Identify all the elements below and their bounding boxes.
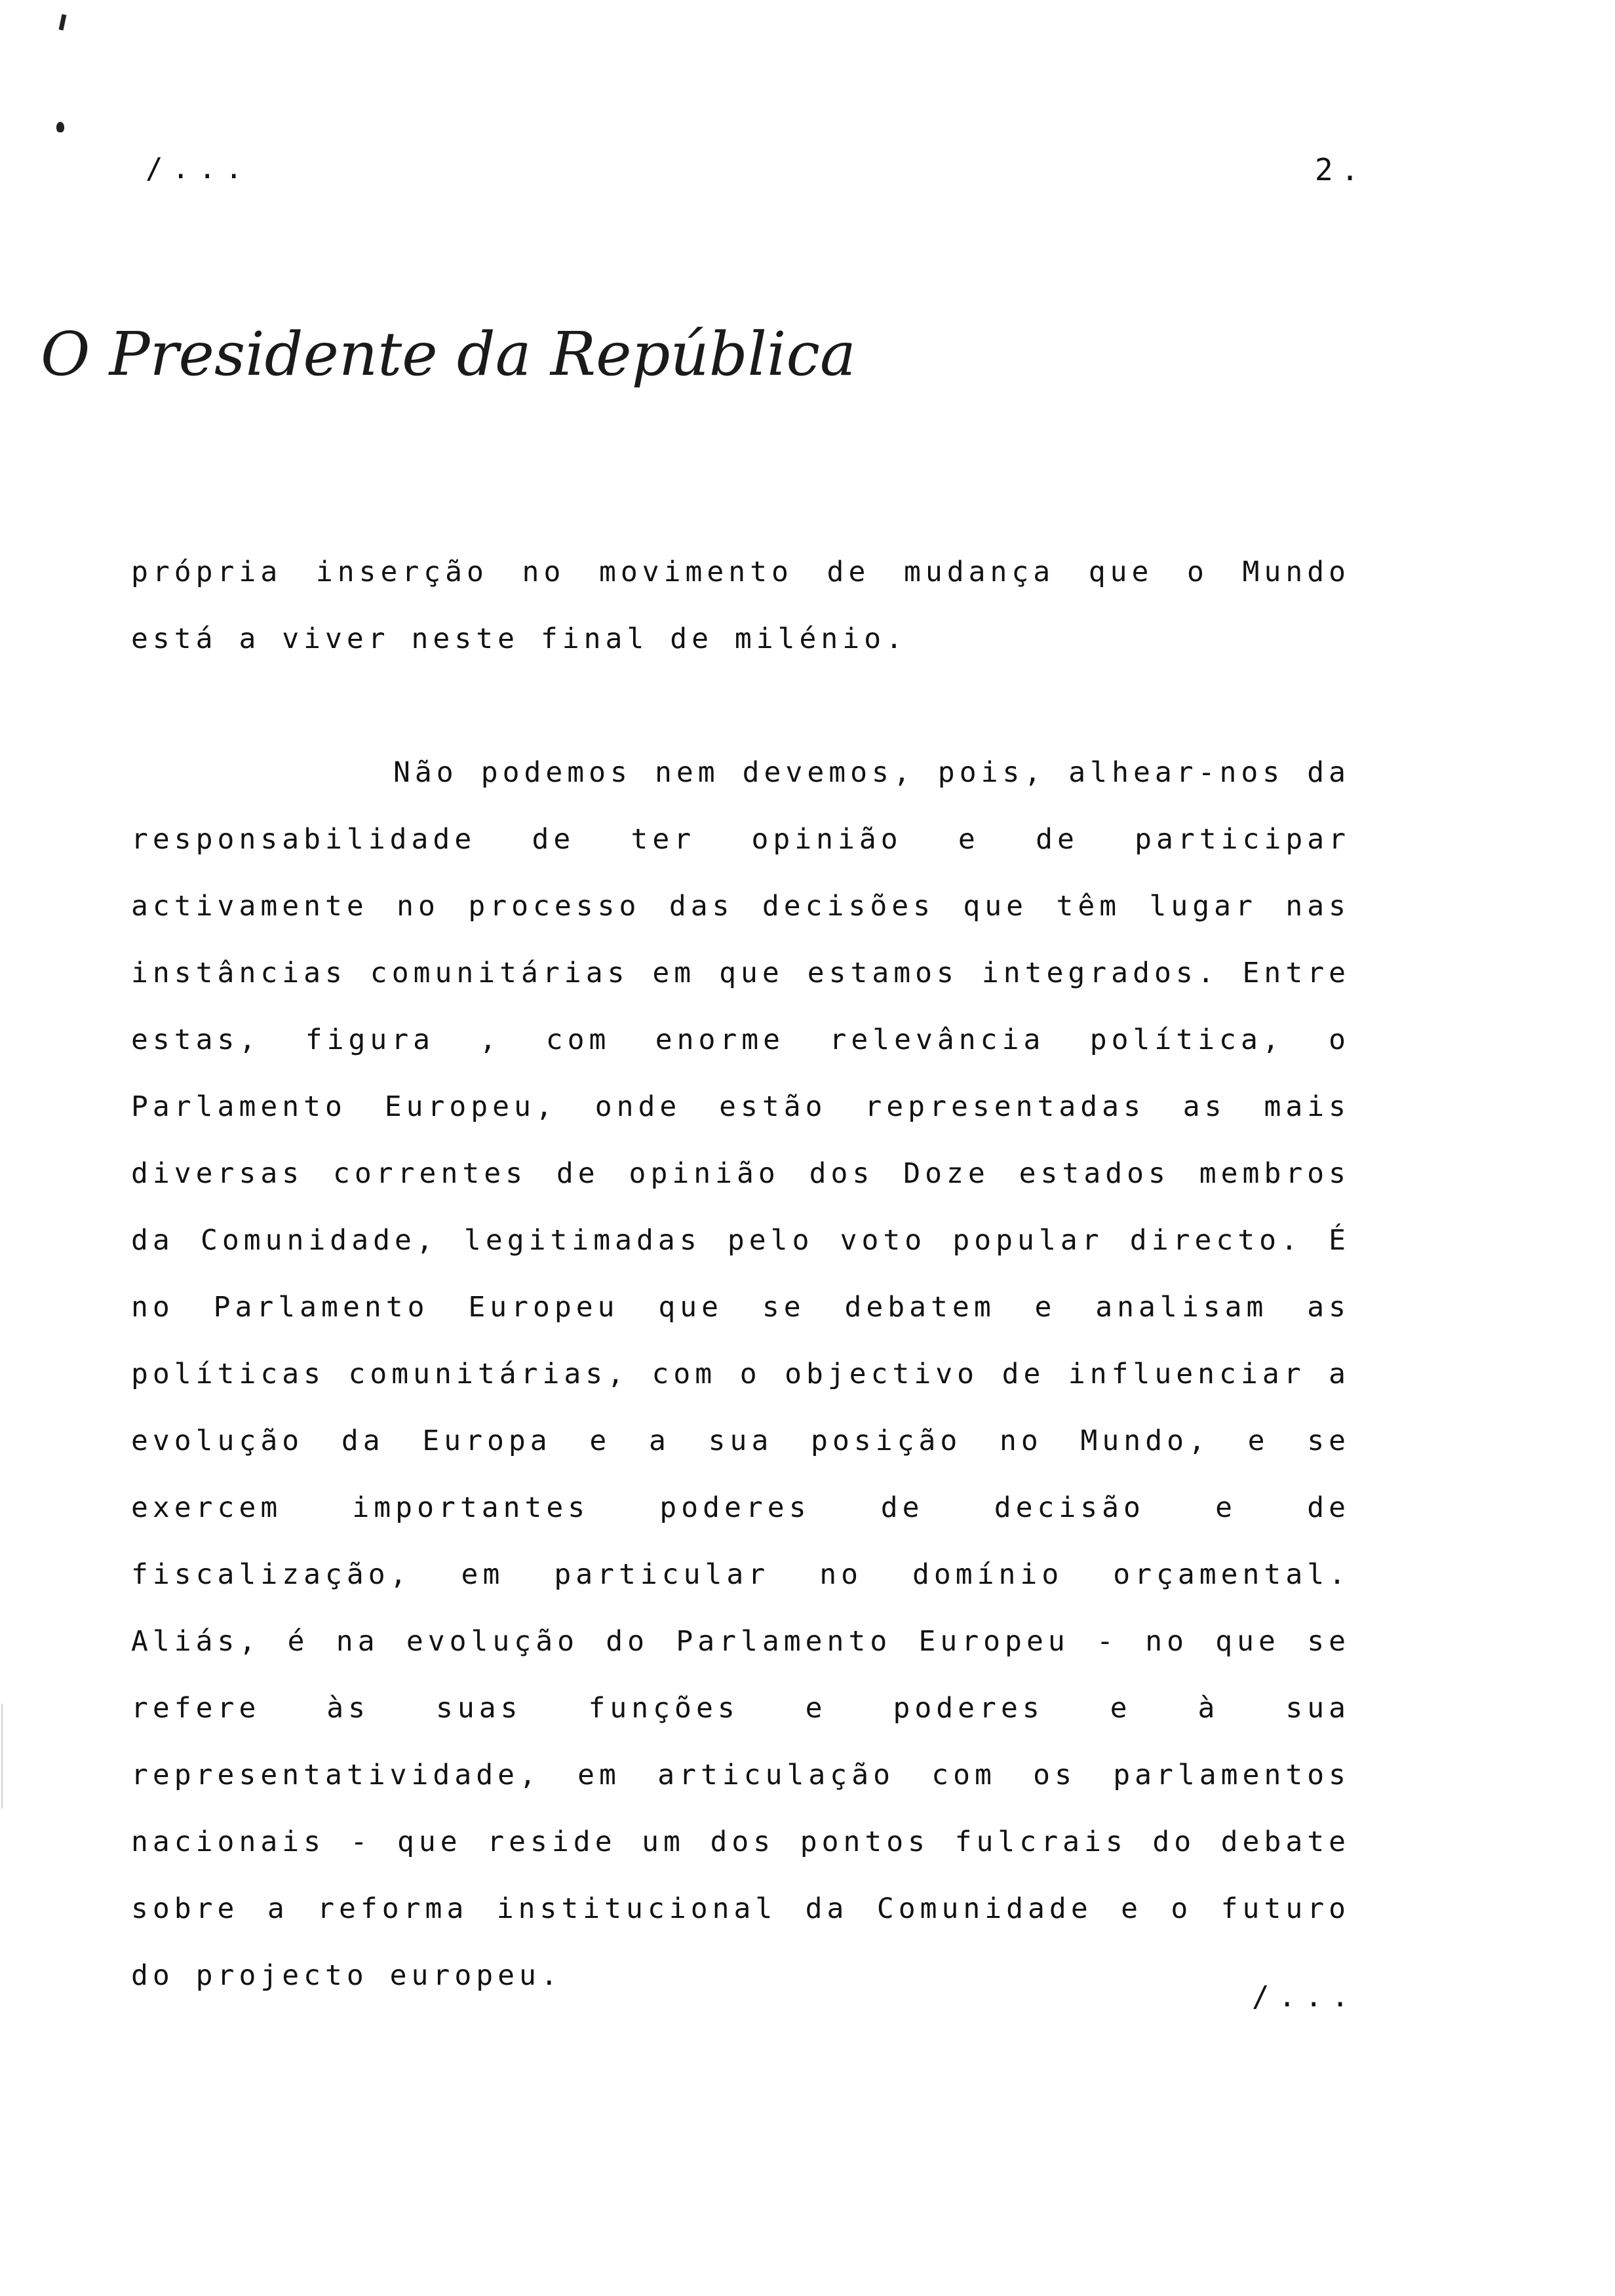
page-number: 2. [1315,152,1367,187]
paragraph-2: Não podemos nem devemos, pois, alhear-nos da responsabilidade de ter opinião e de participar activamente no processo das decisões que têm lugar nas instâncias comunitárias em que estamos integrados. Entre estas, figura , com enorme relevância política, o Parlamento Europeu, onde estão representadas as mais diversas correntes de opinião dos Doze estados membros da Comunidade, legitimadas pelo voto popular directo. É no Parlamento Europeu que se debatem e analisam as políticas comunitárias, com o objectivo de influenciar a evolução da Europa e a sua posição no Mundo, e se exercem importantes poderes de decisão e de fiscalização, em particular no domínio orçamental. Aliás, é na evolução do Parlamento Europeu - no que se refere às suas funções e poderes e à sua representatividade, em articulação com os parlamentos nacionais - que reside um dos pontos fulcrais do debate sobre a reforma institucional da Comunidade e o futuro do projecto europeu. [131,756,1350,1992]
letterhead-script [41,303,856,408]
margin-ink-mark [59,14,67,31]
continuation-mark-bottom: /... [1252,1980,1358,2014]
paragraph-1: própria inserção no movimento de mudança que o Mundo está a viver neste final de milénio. [131,556,1350,655]
scan-edge-line [1,1704,3,1808]
continuation-mark-top: /... [146,152,252,185]
letterhead-text: O Presidente da República [41,319,856,389]
margin-ink-dot [56,122,64,132]
